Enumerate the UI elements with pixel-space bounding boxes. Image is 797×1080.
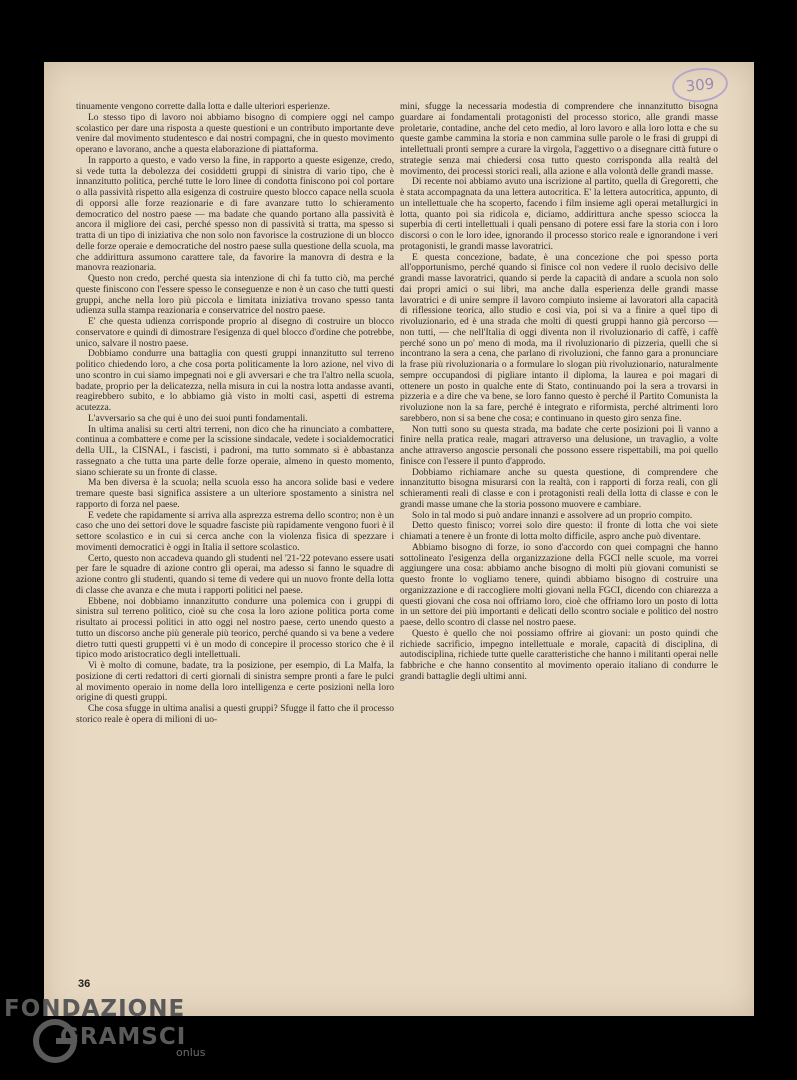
paragraph: Detto questo finisco; vorrei solo dire questo: il fronte di lotta che voi siete chiamati a tenere è un fronte di lotta molto difficile, aspro anche può diventare.: [400, 521, 718, 542]
paragraph: Dobbiamo richiamare anche su questa questione, di comprendere che innanzitutto bisogna misurarsi con la realtà, con i rapporti di forza reali, con gli schieramenti reali di classe e con i protagonisti reali della lotta di classe e con le grandi masse umane che la storia possono muovere e cambiare.: [400, 467, 718, 510]
paragraph: E' che questa udienza corrisponde proprio al disegno di costruire un blocco conservatore e quindi di dimostrare l'esigenza di quel blocco d'ordine che potrebbe, unico, salvare il nostro paese.: [76, 317, 394, 349]
paragraph: Che cosa sfugge in ultima analisi a questi gruppi? Sfugge il fatto che il processo storico reale è opera di milioni di uo-: [76, 704, 394, 725]
paragraph: tinuamente vengono corrette dalla lotta e dalle ulteriori esperienze.: [76, 102, 331, 112]
paragraph: Vi è molto di comune, badate, tra la posizione, per esempio, di La Malfa, la posizione di certi redattori di certi giornali di sinistra sempre pronti a fare le pulci al movimento operaio in nome della loro intelligenza e certe posizioni nella loro origine di questi gruppi.: [76, 661, 394, 704]
paragraph: Dobbiamo condurre una battaglia con questi gruppi innanzitutto sul terreno politico chiedendo loro, a che cosa porta politicamente la loro azione, nel vivo di uno scontro in cui siamo impegnati noi e gli avversari e che tra l'altro nella scuola, badate, proprio per la delicatezza, nella misura in cui la nostra lotta andasse avanti, reagirebbero subito, e lo abbiamo già visto in molti casi, aspetti di estrema acutezza.: [76, 349, 394, 413]
page-number: 36: [78, 978, 91, 990]
archive-stamp: 309: [670, 65, 729, 105]
paragraph: Abbiamo bisogno di forze, io sono d'accordo con quei compagni che hanno sottolineato l'esigenza della organizzazione della FGCI nelle scuole, ma vorrei aggiungere una cosa: abbiamo anche bisogno di molti più giovani comunisti se questo fronte lo vogliamo tenere, quindi abbiamo bisogno di costruire una organizzazione e di raccogliere molti giovani nella FGCI, dicendo con chiarezza a questi giovani che cosa noi offriamo loro, cioè che offriamo loro un posto di lotta in un settore dei più importanti e delicati dello scontro sociale e politico del nostro paese, dello scontro di classe nel nostro paese.: [400, 542, 718, 628]
paragraph: Lo stesso tipo di lavoro noi abbiamo bisogno di compiere oggi nel campo scolastico per dare una risposta a queste questioni e un contributo importante deve venire dal movimento studentesco e dai nostri compagni, che in questo movimento operano e lavorano, anche a questa elaborazione di piattaforma.: [76, 112, 394, 155]
paragraph: E questa concezione, badate, è una concezione che poi spesso porta all'opportunismo, perché quando si finisce col non vedere il ruolo decisivo delle grandi masse lavoratrici, quando si perde la capacità di andare a scuola non solo dai propri amici o sui libri, ma anche dalla esperienza delle grandi masse lavoratrici e di unire sempre il lavoro compiuto insieme ai lavoratori alla capacità di riflessione teorica, allo studio e così via, poi si va a finire a quel tipo di rivoluzionario, ed è una strada che molti di questi gruppi hanno già percorso — non tutti, — che nell'Italia di oggi diventa non il rivoluzionario di caffè, i caffè perché sono un po' meno di moda, ma il rivoluzionario di pizzeria, quelli che si incontrano la sera a cena, che parlano di rivoluzioni, che fanno gara a pronunciare la frase più rivoluzionaria o a formulare lo slogan più rivoluzionario, naturalmente sempre occupandosi di pigliare intanto il diploma, la laurea e poi magari di ottenere un posto in qualche ente di Stato, continuando poi la sera a trovarsi in pizzeria e a dire che va bene, se loro fanno questo è perché il Partito Comunista la rivoluzione non la sa fare, perché è integrato e riformista, perché altrimenti loro sarebbero, non si sa bene che cosa; e continuano in questo giro senza fine.: [400, 252, 718, 424]
watermark-sub: onlus: [176, 1046, 206, 1059]
paragraph: mini, sfugge la necessaria modestia di comprendere che innanzitutto bisogna guardare ai fondamentali protagonisti del processo storico, alle grandi masse proletarie, contadine, anche del ceto medio, al loro lavoro e alla loro lotta e che su queste gambe cammina la storia e non cammina sulle parole o le frasi di gruppi di intellettuali pronti sempre a curare la virgola, l'aggettivo o a disegnare città future o strategie senza mai chiedersi cosa tutto questo corrisponda alla realtà del movimento, dei processi storici reali, alla azione e alla volontà delle grandi masse.: [400, 102, 718, 177]
paragraph: Ebbene, noi dobbiamo innanzitutto condurre una polemica con i gruppi di sinistra sul terreno politico, cioè su che cosa la loro azione politica porta come risultato ai processi politici in atto oggi nel nostro paese, certo unendo questo a tutto un discorso anche più generale più teorico, perché quando si va bene a vedere dietro tutti questi gruppetti vi è un modo di concepire il processo storico che è il tipico modo aristocratico degli intellettuali.: [76, 596, 394, 661]
paragraph: Questo è quello che noi possiamo offrire ai giovani: un posto quindi che richiede sacrificio, impegno intellettuale e morale, capacità di disciplina, di autodisciplina, richiede tutte quelle caratteristiche che hanno i militanti operai nelle fabbriche e che hanno consentito al movimento operaio italiano di condurre le grandi battaglie degli ultimi anni.: [400, 628, 718, 682]
paragraph: Solo in tal modo si può andare innanzi e assolvere ad un proprio compito.: [412, 510, 693, 521]
paragraph: Di recente noi abbiamo avuto una iscrizione al partito, quella di Gregoretti, che è stata accompagnata da una lettera autocritica. E' la lettera autocritica, appunto, di un intellettuale che ha scoperto, facendo i film insieme agli operai metallurgici in lotta, quanto poi sia ridicola e, diciamo, addirittura anche spesso sciocca la superbia di certi intellettuali i quali pensano di potere essi fare la storia con i loro discorsi o con le loro idee, ignorando il processo storico reale e ignorandone i veri protagonisti, le grandi masse lavoratrici.: [400, 177, 718, 252]
left-column: [76, 102, 394, 982]
paragraph: E vedete che rapidamente si arriva alla asprezza estrema dello scontro; non è un caso che uno dei settori dove le squadre fasciste più rapidamente vengono fuori è il settore scolastico e in cui si cerca anche con la violenza fisica di spezzare i movimenti democratici è oggi in Italia il settore scolastico.: [76, 510, 394, 553]
paragraph: Ma ben diversa è la scuola; nella scuola esso ha ancora solide basi e vedere tremare queste basi significa assistere a un ulteriore spostamento a sinistra nel rapporto di forza nel paese.: [76, 478, 394, 510]
paragraph: L'avversario sa che qui è uno dei suoi punti fondamentali.: [88, 413, 308, 424]
right-column: [400, 102, 718, 982]
paragraph: In rapporto a questo, e vado verso la fine, in rapporto a queste esigenze, credo, si vede tutta la debolezza dei cosiddetti gruppi di sinistra di vario tipo, che è innanzitutto politica, perché tutte le loro linee di condotta finiscono poi col portare o alla passività rispetto alla esigenza di costruire questo blocco capace nella scuola di opporsi alle forze reazionarie e di fare avanzare tutto lo schieramento democratico del nostro paese — ma badate che quando portano alla passività è ancora il migliore dei casi, perché spesso non di passività si tratta, ma spesso si tratta di un tipo di iniziativa che non solo non favorisce la costruzione di un blocco delle forze operaie e democratiche del nostro paese sulla questione della scuola, ma che addirittura assumono carattere tale, da favorire la manovra di destra e la manovra reazionaria.: [76, 155, 394, 274]
paragraph: Non tutti sono su questa strada, ma badate che certe posizioni poi lì vanno a finire nella pratica reale, magari attraverso una delusione, un travaglio, a volte anche attraverso angoscie personali che possono essere rispettabili, ma poi quello finisce con l'essere il punto d'approdo.: [400, 424, 718, 467]
watermark-line1: FONDAZIONE: [4, 996, 186, 1022]
watermark-line2: GRAMSCI: [60, 1024, 187, 1050]
paragraph: In ultima analisi su certi altri terreni, non dico che ha rinunciato a combattere, continua a combattere e come per la scissione sindacale, vedete i socialdemocratici della UIL, la CISNAL, i fascisti, i padroni, ma tutto sommato si è abbastanza rassegnato a che tutta una parte delle forze operaie, almeno in questo momento, siano schierate su un fronte di classe.: [76, 424, 394, 478]
paragraph: Certo, questo non accadeva quando gli studenti nel '21-'22 potevano essere usati per fare le squadre di azione contro gli operai, ma adesso si fanno le squadre di azione contro gli studenti, quando si teme di vedere qui un nuovo fronte della lotta di classe che avanza e che muta i rapporti politici nel paese.: [76, 553, 394, 596]
watermark-logo: [0, 990, 240, 1080]
paragraph: Questo non credo, perché questa sia intenzione di chi fa tutto ciò, ma perché queste finiscono con l'essere spesso le conseguenze e non è un caso che tutti questi gruppi, anche nella loro più piccola e limitata iniziativa trovano spesso tanta udienza sulla stampa reazionaria e conservatrice del nostro paese.: [76, 274, 394, 317]
document-page: [44, 62, 754, 1016]
